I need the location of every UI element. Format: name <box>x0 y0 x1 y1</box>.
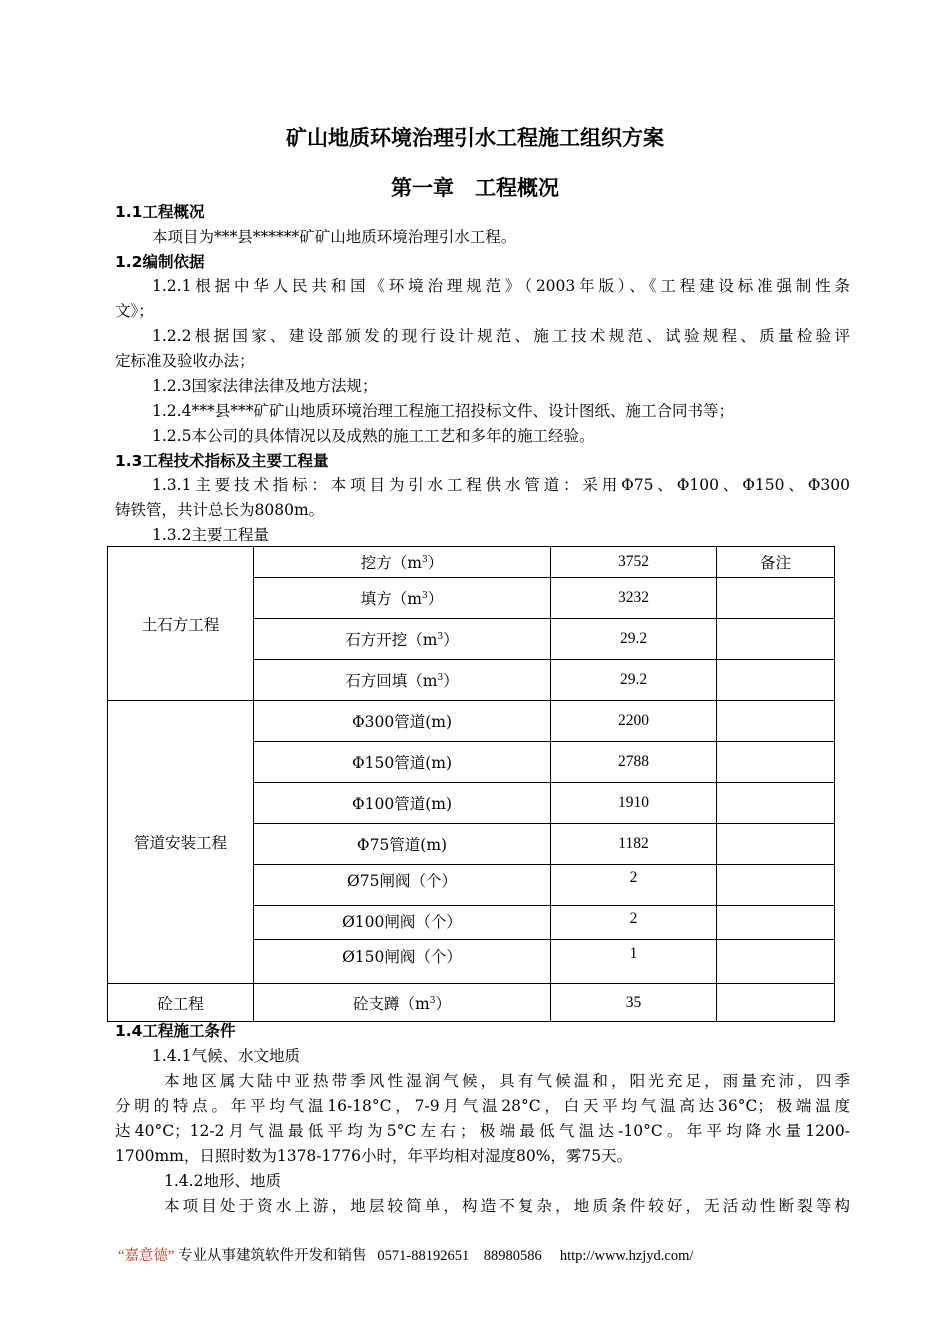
table-row <box>108 547 835 578</box>
value-cell: 2200 <box>551 701 717 742</box>
list-item-continued: 文》； <box>115 302 154 320</box>
item-cell: Φ300管道(m) <box>254 701 551 742</box>
footer-url[interactable]: http://www.hzjyd.com/ <box>559 1248 694 1264</box>
paragraph: 本项目处于资水上游，地层较简单，构造不复杂，地质条件较好，无活动性断裂等构 <box>164 1197 850 1215</box>
list-item: 1.2.4***县***矿矿山地质环境治理工程施工招投标文件、设计图纸、施工合同书等； <box>152 402 734 420</box>
subsection-heading: 1.4.2地形、地质 <box>164 1172 281 1190</box>
group-cell-pipe-install: 管道安装工程 <box>108 701 254 984</box>
remark-cell <box>717 824 835 865</box>
section-heading-1-2: 1.2编制依据 <box>115 253 205 271</box>
value-cell: 29.2 <box>551 660 717 701</box>
value-cell: 29.2 <box>551 619 717 660</box>
item-cell: Ø150闸阀（个） <box>254 940 551 984</box>
paragraph: 1.3.1主要技术指标：本项目为引水工程供水管道：采用Φ75、Φ100、Φ150、Φ300 <box>152 476 850 494</box>
list-item: 1.2.3国家法律法律及地方法规； <box>152 377 378 395</box>
remark-cell <box>717 906 835 940</box>
item-cell: 砼支蹲$(m^3)$ <box>254 984 551 1022</box>
paragraph-continued: 分明的特点。年平均气温16-18°C，7-9月气温28°C，白天平均气温高达36°C；极端温度 <box>115 1097 850 1115</box>
paragraph: 本项目为***县******矿矿山地质环境治理引水工程。 <box>152 228 517 246</box>
remark-cell <box>717 865 835 906</box>
quantities-table <box>107 546 835 1022</box>
chapter-title: 第一章 工程概况 <box>391 176 559 200</box>
value-cell: 1182 <box>551 824 717 865</box>
list-item-continued: 定标准及验收办法； <box>115 352 255 370</box>
value-cell: 2 <box>551 865 717 906</box>
section-heading-1-3: 1.3工程技术指标及主要工程量 <box>115 452 329 470</box>
value-cell: 1 <box>551 940 717 984</box>
paragraph-continued: 达40°C；12-2月气温最低平均为5°C左右；极端最低气温达-10°C。年平均降水量1200- <box>115 1122 850 1140</box>
item-cell: Φ150管道(m) <box>254 742 551 783</box>
item-cell: Φ75管道(m) <box>254 824 551 865</box>
list-item: 1.2.2根据国家、建设部颁发的现行设计规范、施工技术规范、试验规程、质量检验评 <box>152 327 850 345</box>
item-cell: 挖方$(m^3)$ <box>254 547 551 578</box>
value-cell: 2788 <box>551 742 717 783</box>
remark-cell <box>717 578 835 619</box>
item-cell: 石方开挖$(m^3)$ <box>254 619 551 660</box>
table-row <box>108 701 835 742</box>
footer-text: 专业从事建筑软件开发和销售 <box>178 1248 367 1264</box>
section-heading-1-1: 1.1工程概况 <box>115 203 205 221</box>
item-cell: Φ100管道(m) <box>254 783 551 824</box>
list-item: 1.2.1根据中华人民共和国《环境治理规范》（2003年版）、《工程建设标准强制性条 <box>152 277 850 295</box>
group-cell-earthwork: 土石方工程 <box>108 547 254 701</box>
remark-cell <box>717 742 835 783</box>
paragraph-continued: 铸铁管，共计总长为8080m。 <box>115 501 325 519</box>
item-cell: Ø100闸阀（个） <box>254 906 551 940</box>
footer-phone: 0571-88192651 88980586 <box>377 1248 542 1264</box>
remark-cell <box>717 660 835 701</box>
paragraph: 本地区属大陆中亚热带季风性湿润气候，具有气候温和，阳光充足，雨量充沛，四季 <box>164 1072 850 1090</box>
remark-cell <box>717 619 835 660</box>
remark-cell <box>717 783 835 824</box>
page-footer <box>118 1244 693 1265</box>
section-heading-1-4: 1.4工程施工条件 <box>115 1022 236 1040</box>
group-cell-concrete: 砼工程 <box>108 984 254 1022</box>
value-cell: 2 <box>551 906 717 940</box>
document-title: 矿山地质环境治理引水工程施工组织方案 <box>286 126 664 150</box>
item-cell: 填方$(m^3)$ <box>254 578 551 619</box>
remark-cell <box>717 984 835 1022</box>
item-cell: 石方回填$(m^3)$ <box>254 660 551 701</box>
list-item: 1.2.5本公司的具体情况以及成熟的施工工艺和多年的施工经验。 <box>152 427 595 445</box>
value-cell: 35 <box>551 984 717 1022</box>
remark-cell <box>717 701 835 742</box>
subsection-heading: 1.4.1气候、水文地质 <box>152 1047 300 1065</box>
value-cell: 3752 <box>551 547 717 578</box>
remark-header: 备注 <box>717 547 835 578</box>
value-cell: 3232 <box>551 578 717 619</box>
paragraph-continued: 1700mm，日照时数为1378-1776小时，年平均相对湿度80%，雾75天。 <box>115 1147 633 1165</box>
table-row <box>108 984 835 1022</box>
item-cell: Ø75闸阀（个） <box>254 865 551 906</box>
value-cell: 1910 <box>551 783 717 824</box>
paragraph: 1.3.2主要工程量 <box>152 526 269 544</box>
footer-brand: “嘉意德” <box>118 1248 175 1264</box>
remark-cell <box>717 940 835 984</box>
